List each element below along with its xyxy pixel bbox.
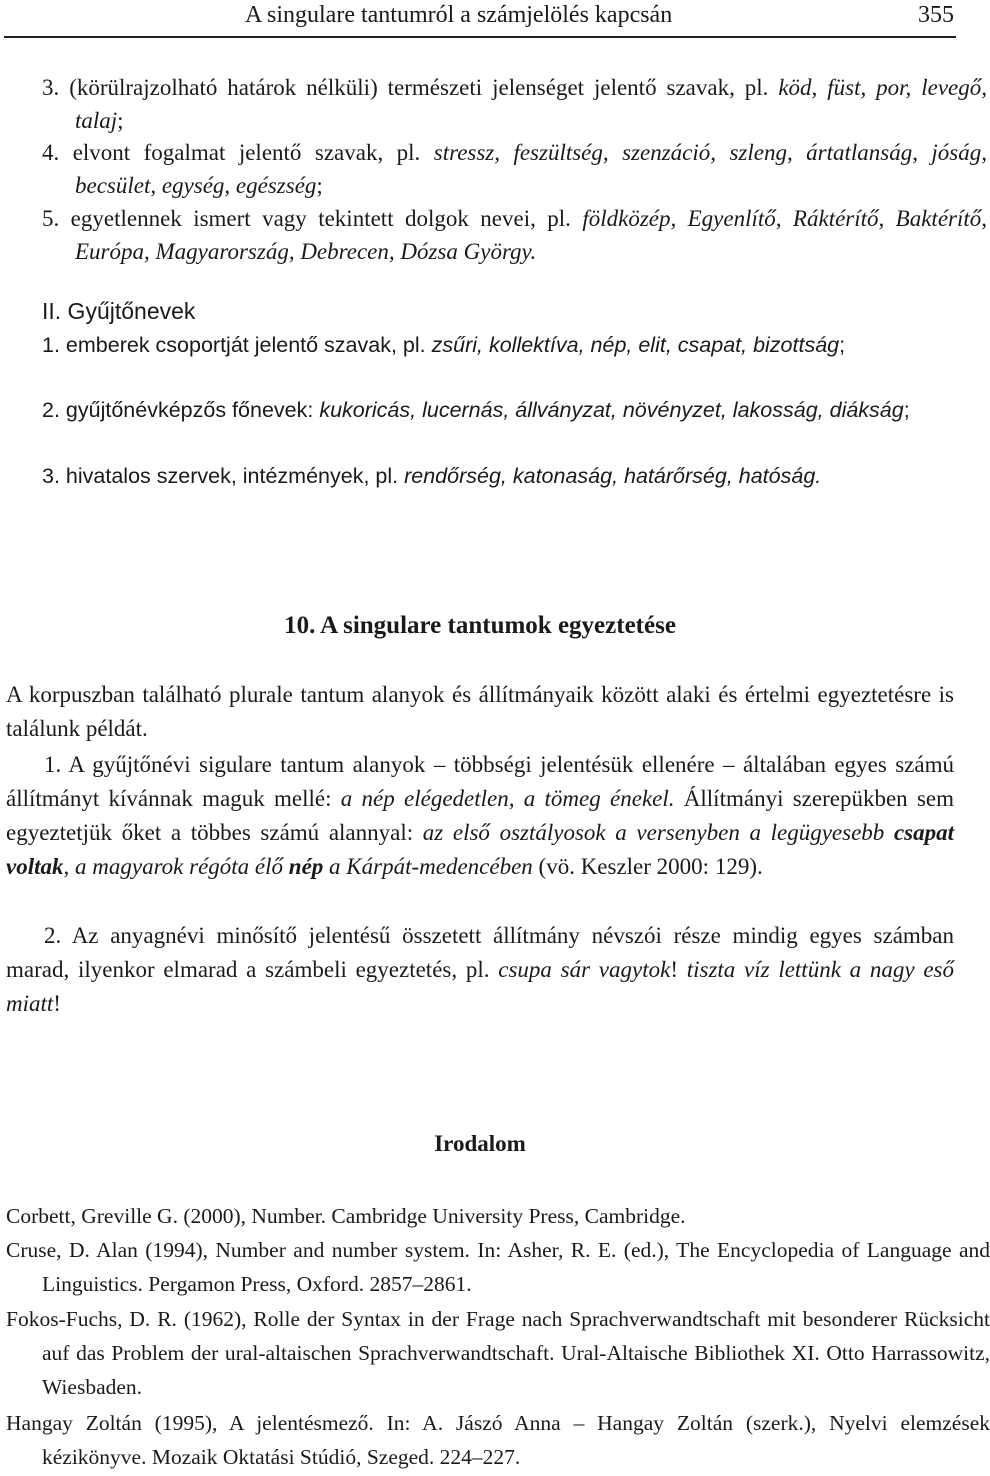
reference-item: Corbett, Greville G. (2000), Number. Cambridge University Press, Cambridge. [6,1204,686,1228]
page-number: 355 [918,2,954,28]
list-item: 5. egyetlennek ismert vagy tekintett dolgok nevei, pl. földközép, Egyenlítő, Ráktérítő, Baktérítő, Európa, Magyarország, Debrecen, Dózsa György. [42,206,988,264]
running-header-title: A singulare tantumról a számjelölés kapcsán [245,2,673,28]
references-heading: Irodalom [434,1131,526,1156]
section-heading: II. Gyűjtőnevek [42,298,196,324]
running-header [0,0,960,42]
paragraph-1: 1. A gyűjtőnévi sigulare tantum alanyok – többségi jelentésük ellenére – általában egyes számú állítmányt kívánnak maguk mellé: a nép elégedetlen, a tömeg énekel. Állítmányi szerepükben sem egyeztetjük őket a többes számú alannyal: az első osztályosok a versenyben a legügyesebb csapat voltak, a magyarok régóta élő nép a Kárpát-medencében (vö. Keszler 2000: 129). [6,752,955,879]
list-item: 3. hivatalos szervek, intézmények, pl. rendőrség, katonaság, határőrség, hatóság. [42,464,822,488]
reference-item: Fokos-Fuchs, D. R. (1962), Rolle der Syntax in der Frage nach Sprachverwandtschaft mit besonderer Rücksicht auf das Problem der ural-altaischen Sprachverwandtschaft. Ural-Altaische Bibliothek XI. Otto Harrassowitz, Wiesbaden. [6,1307,990,1399]
chapter-intro: A korpuszban található plurale tantum alanyok és állítmányaik között alaki és értelmi egyeztetésre is találunk példát. [6,682,954,741]
list-item: 4. elvont fogalmat jelentő szavak, pl. stressz, feszültség, szenzáció, szleng, ártatlanság, jóság, becsület, egység, egészség; [42,140,988,198]
list-item: 3. (körülrajzolható határok nélküli) természeti jelenséget jelentő szavak, pl. köd, füst, por, levegő, talaj; [42,75,988,133]
reference-item: Cruse, D. Alan (1994), Number and number system. In: Asher, R. E. (ed.), The Encyclopedia of Language and Linguistics. Pergamon Press, Oxford. 2857–2861. [6,1238,990,1296]
list-item: 1. emberek csoportját jelentő szavak, pl. zsűri, kollektíva, nép, elit, csapat, bizottság; [42,333,846,357]
reference-item: Hangay Zoltán (1995), A jelentésmező. In: A. Jászó Anna – Hangay Zoltán (szerk.), Nyelvi elemzések kézikönyve. Mozaik Oktatási Stúdió, Szeged. 224–227. [6,1411,990,1469]
list-item: 2. gyűjtőnévképzős főnevek: kukoricás, lucernás, állványzat, növényzet, lakosság, diákság; [42,398,910,422]
header-rule [4,36,956,38]
paragraph-2: 2. Az anyagnévi minősítő jelentésű összetett állítmány névszói része mindig egyes számban marad, ilyenkor elmarad a számbeli egyeztetés, pl. csupa sár vagytok! tiszta víz lettünk a nagy eső miatt! [6,923,954,1016]
chapter-title: 10. A singulare tantumok egyeztetése [284,612,676,639]
